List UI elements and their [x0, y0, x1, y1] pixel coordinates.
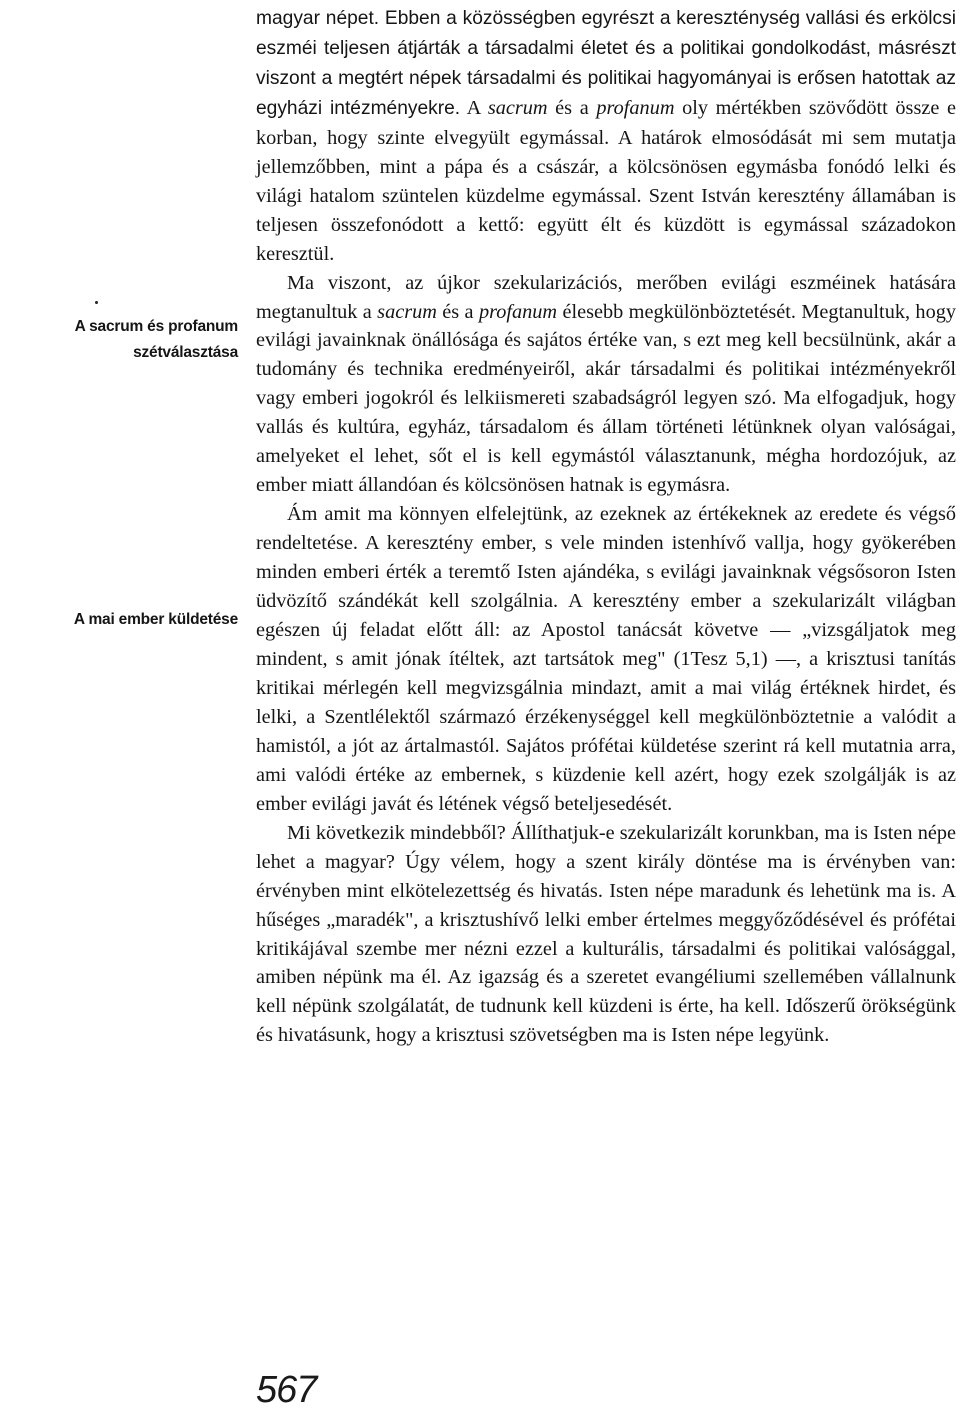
text-run-italic: sacrum — [377, 300, 437, 323]
page-number: 567 — [256, 1369, 317, 1411]
margin-note-line: A sacrum és profanum — [74, 318, 238, 335]
margin-note-line: szétválasztása — [133, 344, 238, 361]
text-run: magyar népet. Ebben a közösségben egyrészt a kereszténység vallási és erkölcsi eszméi teljesen átjárták a társadalmi életet és a politikai gondolkodást, másrészt viszont a megtért népek társadalmi és politikai hagyományai is erősen hatottak az egyházi intézményekre. — [256, 8, 956, 119]
paragraph-4: Mi következik mindebből? Állíthatjuk-e szekularizált korunkban, ma is Isten népe lehet a magyar? Úgy vélem, hogy a szent király döntése ma is érvényben van: érvényben mint elkötelezettség és hivatás. Isten népe maradunk és lehetünk ma is. A hűséges „maradék", a krisztushívő lelki ember értelmes meggyőződésével és prófétai kritikájával szembe mer nézni ezzel a kulturális, társadalmi és politikai valósággal, amiben népünk ma él. Az igazság és a szeretet evangéliumi szellemében vállalnunk kell népünk szolgálatát, de tudnunk kell küzdeni is érte, ha kell. Időszerű örökségünk és hivatásunk, hogy a krisztusi szövetségben ma is Isten népe legyünk. — [256, 821, 956, 1047]
text-run: és a — [436, 300, 479, 323]
text-run-italic: profanum — [478, 300, 558, 323]
body-text — [256, 4, 956, 1050]
text-run: élesebb megkülönböztetését. Megtanultuk, hogy evilági javainknak önállósága és sajátos értéke van, s ezt meg kell becsülnünk, akár a tudomány és technika eredményeiről, akár társadalmi és politikai intézményekről vagy emberi jogokról és lelkiismereti szabadságról legyen szó. Ma elfogadjuk, hogy vallás és kultúra, egyház, társadalom és állam történeti létünknek olyan valóságai, amelyeket el lehet, sőt el is kell egymástól választanunk, mégha hordozójuk, az ember miatt állandóan és kölcsönösen hatnak is egymásra. — [256, 300, 956, 497]
text-run-italic: sacrum — [487, 96, 548, 119]
text-run: Ma viszont, az újkor szekularizációs, merőben evilági eszméinek hatására megtanultuk a — [256, 271, 956, 323]
text-run: és a — [547, 96, 597, 119]
margin-note-sacrum-profanum — [20, 314, 238, 366]
text-run: oly mértékben szövődött össze e korban, hogy szinte elvegyült egymással. A határok elmosódását mi sem mutatja jellemzőbben, mint a pápa és a császár, a kölcsönösen egymásba fonódó lelki és világi hatalom szüntelen küzdelme egymással. Szent István keresztény államában is teljesen összefonódott a kettő: együtt élt és küzdött is egymással századokon keresztül. — [256, 96, 956, 265]
margin-dot — [95, 301, 98, 304]
margin-note-mai-ember — [20, 607, 238, 633]
margin-note-line: A mai ember küldetése — [73, 611, 238, 628]
paragraph-2 — [256, 269, 956, 501]
text-run-italic: profanum — [596, 96, 675, 119]
paragraph-3: Ám amit ma könnyen elfelejtünk, az ezeknek az értékeknek az eredete és végső rendeltetése. A keresztény ember, s vele minden istenhívő vallja, hogy gyökerében minden emberi érték a teremtő Isten ajándéka, s evilági javainknak végsősoron Isten üdvözítő szándékát kell szolgálnia. A keresztény ember a szekularizált világban egészen új feladat előtt áll: az Apostol tanácsát követve — „vizsgáljatok meg mindent, s amit jónak ítéltek, azt tartsátok meg" (1Tesz 5,1) —, a krisztusi tanítás kritikai mérlegén kell megvizsgálnia mindazt, amit a mai világ értéknek hirdet, és lelki, a Szentlélektől származó érzékenységgel kell megkülönböztetnie a valódit a hamistól, a jót az ártalmastól. Sajátos prófétai küldetése szerint rá kell mutatnia arra, ami valódi értéke az embernek, s küzdenie kell azért, hogy ezek szolgálják is az ember evilági javát és létének végső beteljesedését. — [256, 503, 956, 815]
text-run: A — [460, 96, 488, 119]
paragraph-1 — [256, 4, 956, 269]
